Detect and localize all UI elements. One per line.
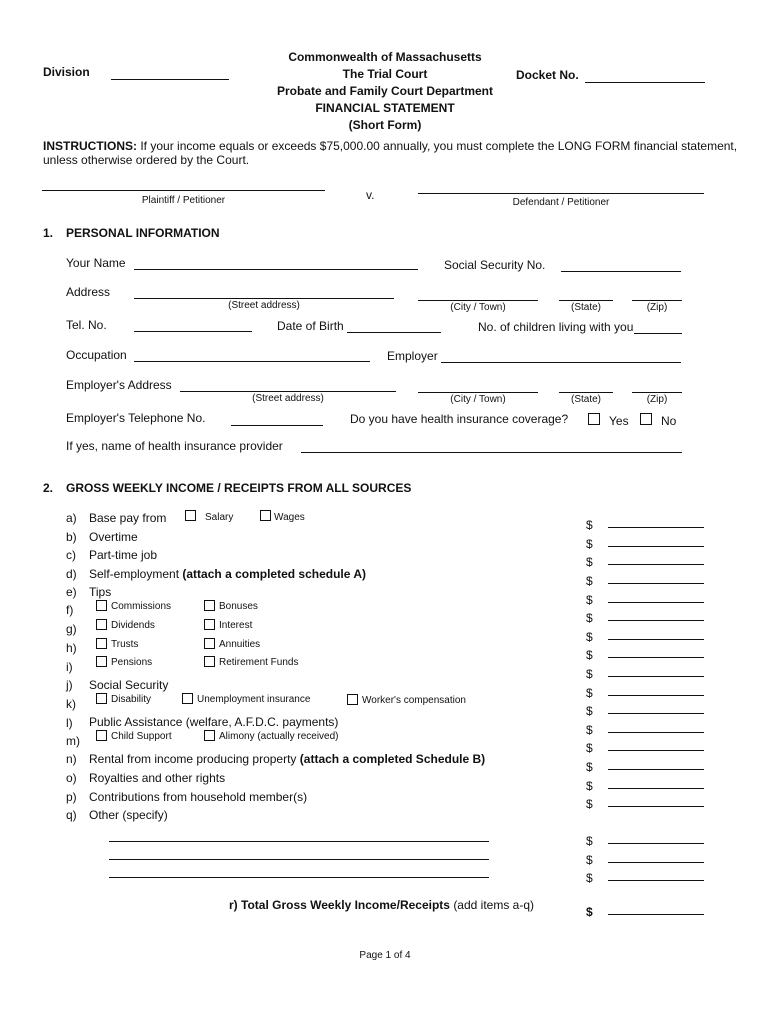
tel-field[interactable]	[134, 331, 252, 332]
dividends-checkbox[interactable]	[96, 619, 107, 630]
disability-label: Disability	[111, 694, 152, 705]
other-specify-field-3[interactable]	[109, 877, 489, 878]
item-h-letter: h)	[66, 641, 77, 655]
children-label: No. of children living with you	[478, 320, 634, 334]
dollar-sign-q1: $	[586, 834, 593, 848]
dividends-label: Dividends	[111, 620, 155, 631]
dob-label: Date of Birth	[277, 319, 344, 333]
alimony-label: Alimony (actually received)	[219, 731, 339, 742]
header-department: Probate and Family Court Department	[276, 84, 494, 98]
other-specify-field-1[interactable]	[109, 841, 489, 842]
item-j-label: Social Security	[89, 678, 169, 692]
division-label: Division	[43, 65, 90, 79]
item-l-letter: l)	[66, 716, 73, 730]
employer-phone-label: Employer's Telephone No.	[66, 411, 206, 425]
item-b-label: Overtime	[89, 530, 138, 544]
unemployment-label: Unemployment insurance	[197, 694, 311, 705]
employer-phone-field[interactable]	[231, 425, 323, 426]
amount-field-q2[interactable]	[608, 862, 704, 863]
item-i-letter: i)	[66, 660, 73, 674]
total-label	[229, 898, 534, 912]
dollar-sign-j: $	[586, 686, 593, 700]
amount-field-q3[interactable]	[608, 880, 704, 881]
salary-label: Salary	[205, 512, 234, 523]
street-field[interactable]	[134, 298, 394, 299]
your-name-field[interactable]	[134, 269, 418, 270]
item-a-letter: a)	[66, 511, 77, 525]
amount-field-c[interactable]	[608, 564, 704, 565]
instructions-line1	[43, 139, 737, 153]
amount-field-j[interactable]	[608, 695, 704, 696]
employer-street-label: (Street address)	[252, 393, 324, 404]
dollar-sign-q3: $	[586, 871, 593, 885]
item-l-label: Public Assistance (welfare, A.F.D.C. payments)	[89, 715, 339, 729]
item-c-label: Part-time job	[89, 548, 158, 562]
item-q-letter: q)	[66, 808, 77, 822]
total-label-bold: r) Total Gross Weekly Income/Receipts	[229, 898, 450, 912]
item-k-letter: k)	[66, 697, 76, 711]
dollar-sign-h: $	[586, 648, 593, 662]
city-label: (City / Town)	[450, 302, 506, 313]
wages-label: Wages	[274, 512, 305, 523]
street-label: (Street address)	[228, 300, 300, 311]
employer-field[interactable]	[441, 362, 681, 363]
amount-field-o[interactable]	[608, 788, 704, 789]
page-number: Page 1 of 4	[359, 950, 411, 961]
zip-field[interactable]	[632, 300, 682, 301]
section1-number: 1.	[43, 226, 54, 240]
amount-field-b[interactable]	[608, 546, 704, 547]
item-p-letter: p)	[66, 790, 77, 804]
plaintiff-label: Plaintiff / Petitioner	[141, 195, 226, 206]
trusts-checkbox[interactable]	[96, 638, 107, 649]
dollar-sign-l: $	[586, 723, 593, 737]
amount-field-m[interactable]	[608, 750, 704, 751]
amount-field-d[interactable]	[608, 583, 704, 584]
retirement-funds-checkbox[interactable]	[204, 656, 215, 667]
insurance-yes-label: Yes	[609, 414, 629, 428]
child-support-checkbox[interactable]	[96, 730, 107, 741]
dollar-sign-q2: $	[586, 853, 593, 867]
item-d-label	[89, 567, 366, 581]
alimony-checkbox[interactable]	[204, 730, 215, 741]
defendant-label: Defendant / Petitioner	[512, 197, 610, 208]
employer-city-label: (City / Town)	[450, 394, 506, 405]
item-a-label: Base pay from	[89, 511, 167, 525]
item-e-label: Tips	[89, 585, 112, 599]
pensions-label: Pensions	[111, 657, 153, 668]
dollar-sign-p: $	[586, 797, 593, 811]
item-d-letter: d)	[66, 567, 77, 581]
commissions-checkbox[interactable]	[96, 600, 107, 611]
bonuses-label: Bonuses	[219, 601, 258, 612]
amount-field-n[interactable]	[608, 769, 704, 770]
city-field[interactable]	[418, 300, 538, 301]
amount-field-r[interactable]	[608, 914, 704, 915]
item-d-bold: (attach a completed schedule A)	[182, 567, 366, 581]
annuities-checkbox[interactable]	[204, 638, 215, 649]
disability-checkbox[interactable]	[96, 693, 107, 704]
dollar-sign-d: $	[586, 574, 593, 588]
insurance-provider-field[interactable]	[301, 452, 682, 453]
dollar-sign-r: $	[586, 905, 593, 919]
child-support-label: Child Support	[111, 731, 172, 742]
item-j-letter: j)	[66, 678, 73, 692]
employer-city-field[interactable]	[418, 392, 538, 393]
dollar-sign-g: $	[586, 630, 593, 644]
header-commonwealth: Commonwealth of Massachusetts	[288, 50, 482, 64]
interest-label: Interest	[219, 620, 253, 631]
amount-field-l[interactable]	[608, 732, 704, 733]
plaintiff-field[interactable]	[42, 190, 325, 191]
section2-title: GROSS WEEKLY INCOME / RECEIPTS FROM ALL SOURCES	[66, 481, 412, 495]
occupation-label: Occupation	[66, 348, 127, 362]
amount-field-f[interactable]	[608, 620, 704, 621]
dollar-sign-n: $	[586, 760, 593, 774]
retirement-funds-label: Retirement Funds	[219, 657, 299, 668]
insurance-no-checkbox[interactable]	[640, 413, 652, 425]
ssn-field[interactable]	[561, 271, 681, 272]
tel-label: Tel. No.	[66, 318, 107, 332]
item-b-letter: b)	[66, 530, 77, 544]
item-o-label: Royalties and other rights	[89, 771, 226, 785]
commissions-label: Commissions	[111, 601, 172, 612]
total-label-rest: (add items a-q)	[453, 898, 535, 912]
workers-comp-checkbox[interactable]	[347, 694, 358, 705]
item-n-text: Rental from income producing property	[89, 752, 297, 766]
amount-field-q1[interactable]	[608, 843, 704, 844]
insurance-yes-checkbox[interactable]	[588, 413, 600, 425]
dollar-sign-f: $	[586, 611, 593, 625]
item-d-text: Self-employment	[89, 567, 180, 581]
ssn-label: Social Security No.	[444, 258, 546, 272]
amount-field-g[interactable]	[608, 639, 704, 640]
state-field[interactable]	[559, 300, 613, 301]
item-e-letter: e)	[66, 585, 77, 599]
instructions-text1: If your income equals or exceeds $75,000.00 annually, you must complete the LONG FORM financial statement,	[140, 139, 738, 153]
salary-checkbox[interactable]	[185, 510, 196, 521]
item-n-letter: n)	[66, 752, 77, 766]
other-specify-field-2[interactable]	[109, 859, 489, 860]
item-m-letter: m)	[66, 734, 80, 748]
wages-checkbox[interactable]	[260, 510, 271, 521]
dollar-sign-a: $	[586, 518, 593, 532]
dollar-sign-c: $	[586, 555, 593, 569]
dollar-sign-m: $	[586, 741, 593, 755]
amount-field-a[interactable]	[608, 527, 704, 528]
your-name-label: Your Name	[66, 256, 126, 270]
employer-state-label: (State)	[570, 394, 601, 405]
dollar-sign-k: $	[586, 704, 593, 718]
item-o-letter: o)	[66, 771, 77, 785]
amount-field-h[interactable]	[608, 657, 704, 658]
insurance-provider-label: If yes, name of health insurance provider	[66, 439, 283, 453]
dollar-sign-b: $	[586, 537, 593, 551]
header-form-title: FINANCIAL STATEMENT	[315, 101, 455, 115]
section2-number: 2.	[43, 481, 54, 495]
address-label: Address	[66, 285, 111, 299]
dollar-sign-i: $	[586, 667, 593, 681]
defendant-field[interactable]	[418, 193, 704, 194]
employer-label: Employer	[387, 349, 438, 363]
item-n-bold: (attach a completed Schedule B)	[299, 752, 486, 766]
trusts-label: Trusts	[111, 639, 139, 650]
item-g-letter: g)	[66, 622, 77, 636]
zip-label: (Zip)	[646, 302, 668, 313]
state-label: (State)	[570, 302, 601, 313]
employer-zip-label: (Zip)	[646, 394, 668, 405]
workers-comp-label: Worker's compensation	[362, 695, 466, 706]
docket-field[interactable]	[585, 82, 705, 83]
children-field[interactable]	[634, 333, 682, 334]
item-f-letter: f)	[66, 603, 74, 617]
dob-field[interactable]	[347, 332, 441, 333]
dollar-sign-o: $	[586, 779, 593, 793]
item-p-label: Contributions from household member(s)	[89, 790, 308, 804]
occupation-field[interactable]	[134, 361, 370, 362]
amount-field-p[interactable]	[608, 806, 704, 807]
section1-title: PERSONAL INFORMATION	[66, 226, 220, 240]
amount-field-k[interactable]	[608, 713, 704, 714]
interest-checkbox[interactable]	[204, 619, 215, 630]
dollar-sign-e: $	[586, 593, 593, 607]
annuities-label: Annuities	[219, 639, 261, 650]
division-field[interactable]	[111, 79, 229, 80]
amount-field-i[interactable]	[608, 676, 704, 677]
pensions-checkbox[interactable]	[96, 656, 107, 667]
insurance-question: Do you have health insurance coverage?	[350, 412, 569, 426]
item-q-label: Other (specify)	[89, 808, 168, 822]
employer-zip-field[interactable]	[632, 392, 682, 393]
instructions-line2: unless otherwise ordered by the Court.	[43, 153, 250, 167]
insurance-no-label: No	[661, 414, 677, 428]
bonuses-checkbox[interactable]	[204, 600, 215, 611]
versus-label: v.	[366, 188, 375, 202]
employer-state-field[interactable]	[559, 392, 613, 393]
employer-address-label: Employer's Address	[66, 378, 172, 392]
amount-field-e[interactable]	[608, 602, 704, 603]
header-short-form: (Short Form)	[348, 118, 422, 132]
item-n-label	[89, 752, 485, 766]
item-c-letter: c)	[66, 548, 76, 562]
instructions-label: INSTRUCTIONS:	[43, 139, 137, 153]
employer-street-field[interactable]	[180, 391, 396, 392]
header-trial-court: The Trial Court	[342, 67, 428, 81]
docket-label: Docket No.	[516, 68, 579, 82]
unemployment-checkbox[interactable]	[182, 693, 193, 704]
